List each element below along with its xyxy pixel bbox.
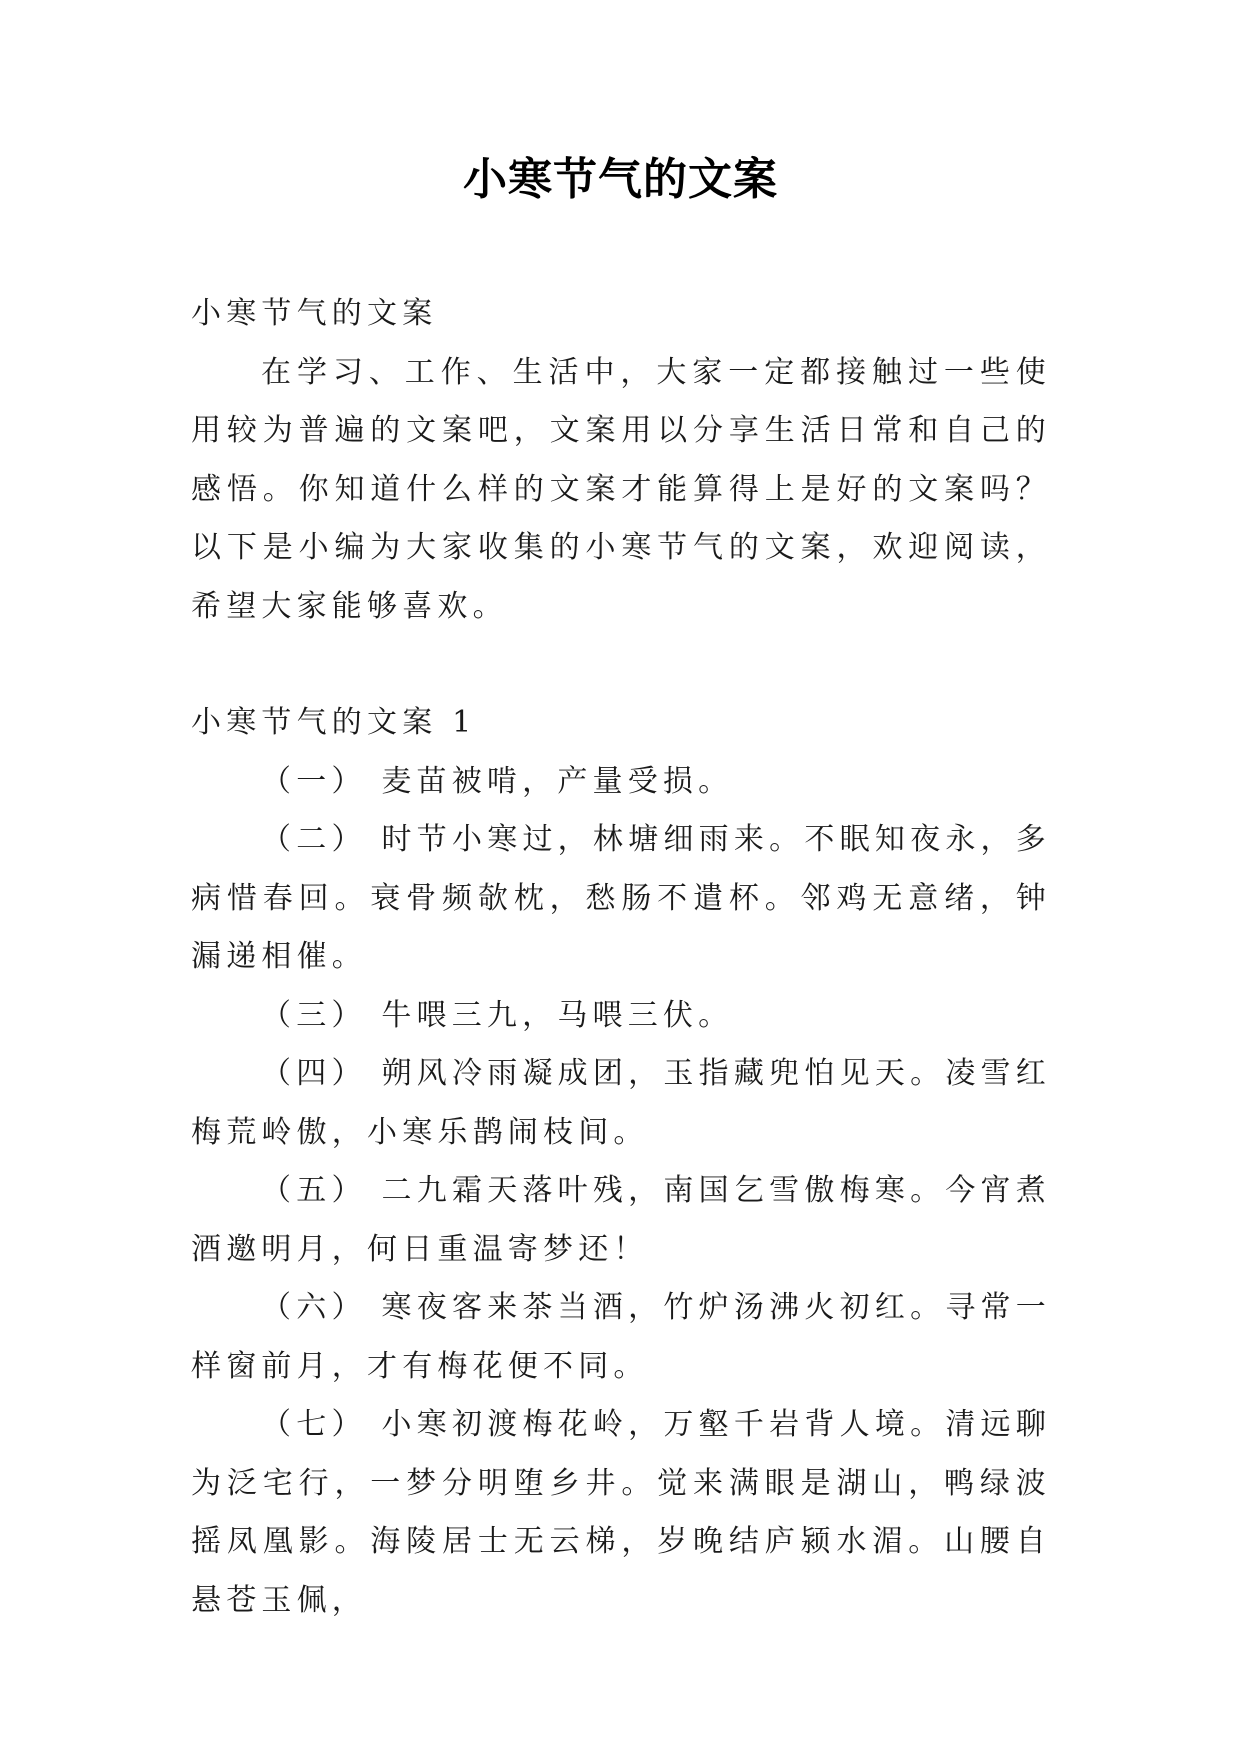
list-item: （二） 时节小寒过，林塘细雨来。不眠知夜永，多病惜春回。衰骨频欹枕，愁肠不遣杯。邻鸡无意绪，钟漏递相催。 [191,822,1051,974]
list-item: （一） 麦苗被啃，产量受损。 [261,763,734,799]
list-item: （四） 朔风冷雨凝成团，玉指藏兜怕见天。凌雪红梅荒岭傲，小寒乐鹊闹枝间。 [191,1056,1051,1150]
list-item: （七） 小寒初渡梅花岭，万壑千岩背人境。清远聊为泛宅行，一梦分明堕乡井。觉来满眼是湖山，鸭绿波摇凤凰影。海陵居士无云梯，岁晚结庐颍水湄。山腰自悬苍玉佩， [191,1407,1051,1618]
section-heading: 小寒节气的文案 1 [191,705,477,740]
list-item: （五） 二九霜天落叶残，南国乞雪傲梅寒。今宵煮酒邀明月，何日重温寄梦还！ [191,1173,1051,1267]
list-item: （三） 牛喂三九，马喂三伏。 [261,997,734,1033]
list-item: （六） 寒夜客来茶当酒，竹炉汤沸火初红。寻常一样窗前月，才有梅花便不同。 [191,1290,1051,1384]
document-title: 小寒节气的文案 [463,154,778,205]
intro-heading: 小寒节气的文案 [191,296,438,331]
document-body [191,285,1051,1630]
intro-paragraph: 在学习、工作、生活中，大家一定都接触过一些使用较为普遍的文案吧，文案用以分享生活日常和自己的感悟。你知道什么样的文案才能算得上是好的文案吗？以下是小编为大家收集的小寒节气的文案，欢迎阅读，希望大家能够喜欢。 [191,354,1051,624]
